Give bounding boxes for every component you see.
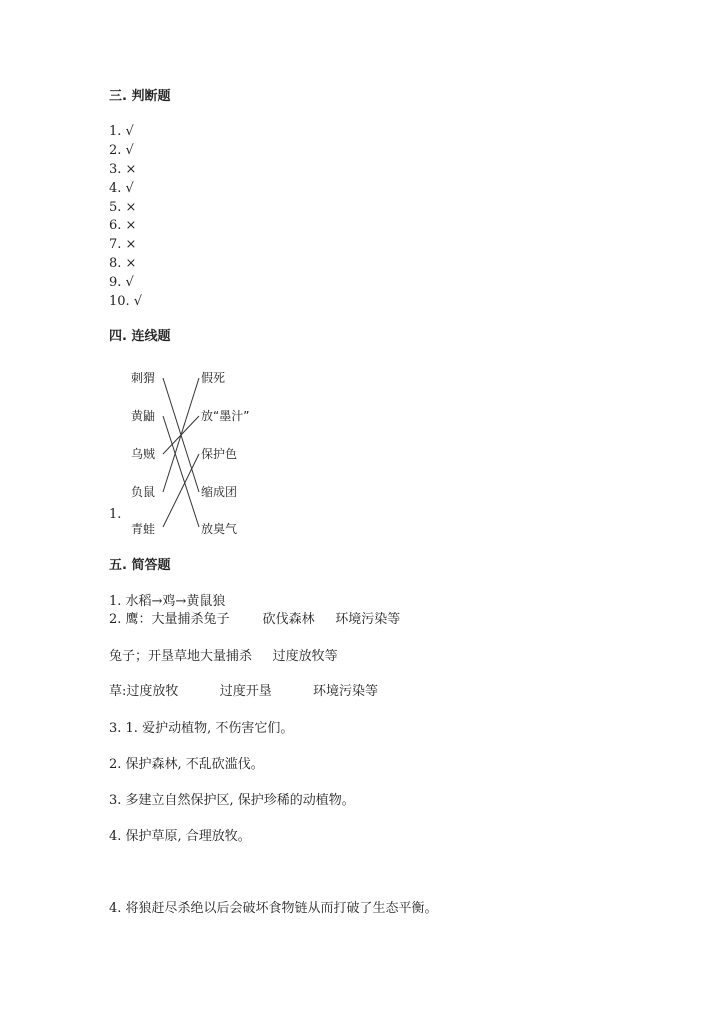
match-line-2 [163, 416, 199, 527]
judge-answer-1: 1. √ [109, 124, 134, 139]
answer-rabbit: 兔子；开垦草地大量捕杀 过度放牧等 [109, 649, 338, 664]
judge-answer-7: 7. × [109, 237, 137, 252]
answer-3-1: 3. 1. 爱护动植物, 不伤害它们。 [109, 721, 294, 736]
section-4-title: 四. 连线题 [109, 329, 171, 344]
judge-answer-2: 2. √ [109, 143, 134, 158]
right-item-play-dead: 假死 [201, 371, 226, 385]
right-item-stink: 放臭气 [201, 522, 238, 536]
left-item-opossum: 负鼠 [131, 485, 156, 499]
judge-answer-4: 4. √ [109, 181, 134, 196]
answer-3-3: 3. 多建立自然保护区, 保护珍稀的动植物。 [109, 793, 355, 808]
judge-answer-3: 3. × [109, 162, 137, 177]
judge-answer-9: 9. √ [109, 275, 134, 290]
answer-grass: 草:过度放牧 过度开垦 环境污染等 [109, 684, 379, 699]
left-item-hedgehog: 刺猬 [131, 371, 156, 385]
answer-3-2: 2. 保护森林, 不乱砍滥伐。 [109, 757, 264, 772]
left-item-weasel: 黄鼬 [131, 409, 156, 423]
left-item-frog: 青蛙 [131, 522, 156, 536]
section-5-title: 五. 简答题 [109, 558, 171, 573]
judge-answer-5: 5. × [109, 200, 137, 215]
answer-3-4: 4. 保护草原, 合理放牧。 [109, 829, 251, 844]
section-3-title: 三. 判断题 [109, 89, 171, 104]
judge-answer-10: 10. √ [109, 294, 143, 309]
judge-answer-6: 6. × [109, 218, 137, 233]
question-number: 1. [109, 507, 122, 522]
answer-eagle: 2. 鹰：大量捕杀兔子 砍伐森林 环境污染等 [109, 612, 401, 627]
left-item-squid: 乌贼 [131, 447, 156, 461]
right-item-camouflage: 保护色 [201, 447, 238, 461]
judge-answer-8: 8. × [109, 256, 137, 271]
answer-food-chain: 1. 水稻→鸡→黄鼠狼 [109, 594, 226, 609]
answer-4: 4. 将狼赶尽杀绝以后会破坏食物链从而打破了生态平衡。 [109, 901, 438, 916]
right-item-ink: 放“墨汁” [201, 409, 250, 423]
match-line-5 [163, 454, 199, 527]
right-item-curl-up: 缩成团 [201, 485, 238, 499]
